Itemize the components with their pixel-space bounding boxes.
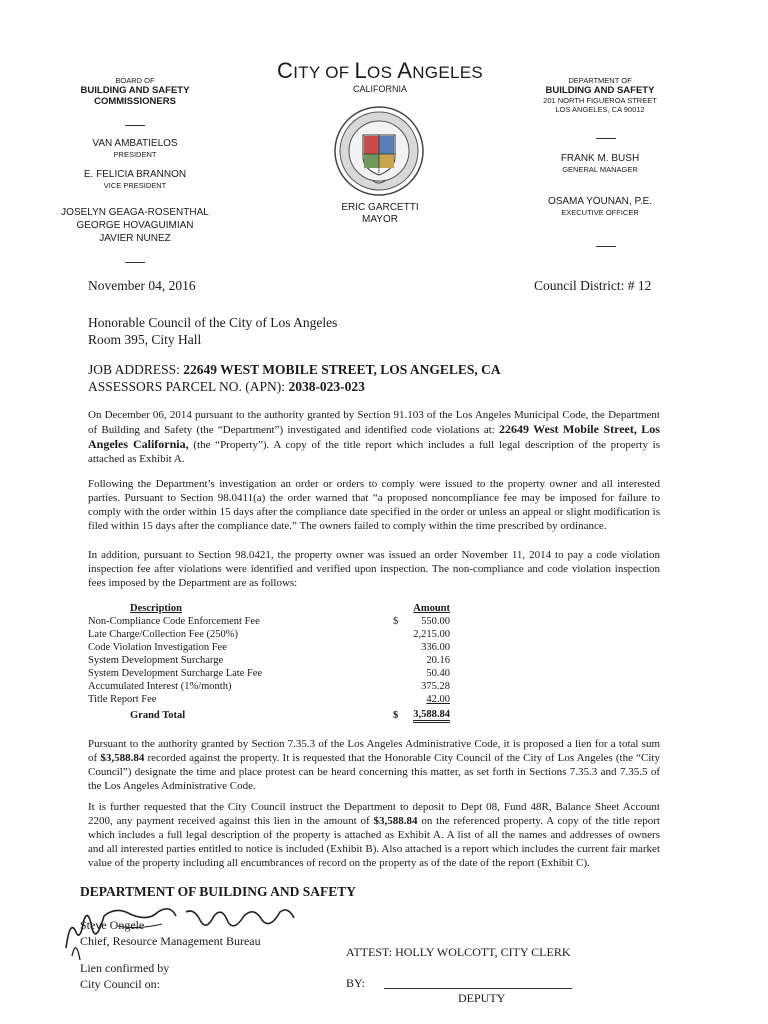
gm-title: GENERAL MANAGER [562, 165, 638, 174]
fee-row [88, 693, 450, 706]
p1-text: On December 06, 2014 pursuant to the authority granted by Section 91.103 of the Los Angeles Municipal Code, the Department of Building and Safety (the “Department”) investigated and identified code violations at: [88, 409, 660, 436]
board-line3: COMMISSIONERS [94, 96, 176, 107]
grand-total-label: Grand Total [130, 710, 186, 721]
paragraph-2: Following the Department’s investigation an order or orders to comply were issued to the property owner and all interested parties. Pursuant to Section 98.0411(a) the order warned that “a proposed noncompliance fee may be imposed for failure to comply with the order within 15 days after the compliance date specified in the order or unless an appeal or slight modification is filed within 15 days after the compliance date.” The owners failed to comply within the time prescribed by ordinance. [88, 478, 660, 532]
deputy-label: DEPUTY [458, 991, 506, 1005]
paragraph-1 [88, 408, 660, 466]
fee-description: System Development Surcharge Late Fee [88, 668, 263, 679]
president-block [40, 138, 230, 159]
divider [125, 262, 145, 263]
eo-title: EXECUTIVE OFFICER [561, 208, 639, 217]
eo-block [500, 196, 700, 217]
signer-name: Steve Ongele [80, 918, 145, 932]
eo-name: OSAMA YOUNAN, P.E. [547, 196, 653, 207]
dollar-sign: $ [393, 616, 399, 627]
dept-line2: BUILDING AND SAFETY [545, 85, 655, 96]
vp-name: E. FELICIA BRANNON [83, 169, 187, 180]
apn-value: 2038-023-023 [288, 379, 365, 394]
attest-line: ATTEST: HOLLY WOLCOTT, CITY CLERK [346, 945, 571, 959]
fee-row [88, 680, 450, 693]
fee-description: Title Report Fee [88, 694, 157, 705]
lien-line2: City Council on: [80, 977, 161, 991]
addressee-line1: Honorable Council of the City of Los Angeles [88, 315, 338, 330]
divider [596, 138, 616, 139]
addressee [88, 314, 337, 348]
member-name: GEORGE HOVAGUIMIAN [76, 220, 194, 231]
fee-amount: 2,215.00 [413, 629, 450, 640]
description-header: Description [130, 603, 182, 614]
mayor-title: MAYOR [362, 214, 398, 225]
p1-property: 22649 West Mobile Street, Los Angeles California, [88, 422, 660, 451]
grand-total-amount: 3,588.84 [413, 709, 450, 723]
president-name: VAN AMBATIELOS [92, 138, 178, 149]
fee-description: Late Charge/Collection Fee (250%) [88, 629, 238, 640]
by-label: BY: [346, 976, 365, 990]
paragraph-3: In addition, pursuant to Section 98.0421, the property owner was issued an order November 11, 2014 to pay a code violation inspection fee after violations were identified and verified upon inspection. The non-compliance and code violation inspection fees imposed by the Department are as follows: [88, 549, 660, 589]
divider [125, 125, 145, 126]
fee-amount: 336.00 [421, 642, 450, 653]
mayor-name: ERIC GARCETTI [341, 202, 419, 213]
fee-row [88, 615, 450, 628]
board-header [40, 76, 230, 107]
signature-line [384, 988, 572, 989]
city-title: CITY OF LOS ANGELES [277, 58, 483, 83]
fee-description: Non-Compliance Code Enforcement Fee [88, 616, 260, 627]
p5-text-end: on the referenced property. A copy of the title report which includes a full legal description of the property is attached as Exhibit A. A list of all the names and addresses of owners and all interested parties entitled to notice is included (Exhibit B). Also attached is a report which includes the current fair market value of the property including all encumbrances of record on the property as of the date of the report (Exhibit C). [88, 815, 660, 869]
lien-line1: Lien confirmed by [80, 961, 170, 975]
fee-row [88, 641, 450, 654]
fee-header-row [88, 602, 450, 615]
fee-row [88, 654, 450, 667]
board-line1: BOARD OF [115, 76, 155, 85]
amount-header: Amount [413, 603, 450, 614]
city-seal-icon [333, 105, 425, 197]
grand-total-row [88, 709, 450, 722]
addressee-line2: Room 395, City Hall [88, 332, 202, 347]
gm-block [500, 153, 700, 174]
dept-address2: LOS ANGELES, CA 90012 [555, 105, 645, 114]
gm-name: FRANK M. BUSH [560, 153, 640, 164]
p5-amount: $3,588.84 [373, 815, 418, 827]
council-district: Council District: # 12 [534, 278, 652, 293]
p1-text-end: (the “Property”). A copy of the title report which includes a full legal description of the property is attached as Exhibit A. [88, 439, 660, 465]
lien-confirmed [80, 960, 169, 992]
p4-text: Pursuant to the authority granted by Section 7.35.3 of the Los Angeles Administrative Code, it is proposed a lien for a total sum of [88, 738, 660, 764]
job-address-value: 22649 WEST MOBILE STREET, LOS ANGELES, CA [183, 362, 501, 377]
member-name: JAVIER NUNEZ [99, 233, 171, 244]
dept-address1: 201 NORTH FIGUEROA STREET [543, 96, 657, 105]
fee-row [88, 628, 450, 641]
dept-line1: DEPARTMENT OF [568, 76, 632, 85]
paragraph-4 [88, 737, 660, 793]
dept-header [500, 76, 700, 114]
signature-dept: DEPARTMENT OF BUILDING AND SAFETY [80, 884, 357, 899]
member-name: JOSELYN GEAGA-ROSENTHAL [61, 207, 209, 218]
fee-row [88, 667, 450, 680]
apn-label: ASSESSORS PARCEL NO. (APN): [88, 379, 289, 394]
signer-title: Chief, Resource Management Bureau [80, 934, 261, 948]
job-address-label: JOB ADDRESS: [88, 362, 184, 377]
fee-amount: 375.28 [421, 681, 450, 692]
fee-amount: 42.00 [426, 694, 450, 705]
fee-amount: 20.16 [426, 655, 450, 666]
vp-title: VICE PRESIDENT [103, 181, 167, 190]
dollar-sign: $ [393, 710, 399, 721]
state-label: CALIFORNIA [352, 84, 407, 94]
vp-block [40, 169, 230, 190]
fee-description: System Development Surcharge [88, 655, 224, 666]
p4-amount: $3,588.84 [100, 752, 145, 764]
job-info [88, 361, 501, 395]
mayor-block [320, 202, 440, 226]
members-block [40, 206, 230, 245]
divider [596, 246, 616, 247]
signer-block [80, 917, 261, 949]
letter-date: November 04, 2016 [88, 278, 196, 293]
fee-amount: 50.40 [426, 668, 450, 679]
board-line2: BUILDING AND SAFETY [80, 85, 190, 96]
fee-amount: 550.00 [421, 616, 450, 627]
p5-text: It is further requested that the City Council instruct the Department to deposit to Dept 08, Fund 48R, Balance Sheet Account 2200, any payment received against this lien in the amount of [88, 801, 660, 827]
president-title: PRESIDENT [113, 150, 157, 159]
fee-description: Accumulated Interest (1%/month) [88, 681, 232, 692]
paragraph-5 [88, 800, 660, 870]
fee-description: Code Violation Investigation Fee [88, 642, 227, 653]
p4-text-end: recorded against the property. It is requested that the Honorable City Council of the City of Los Angeles (the “City Council”) designate the time and place protest can be heard concerning this matter, as set forth in Sections 7.35.3 and 7.35.5 of the Los Angeles Administrative Code. [88, 752, 660, 792]
